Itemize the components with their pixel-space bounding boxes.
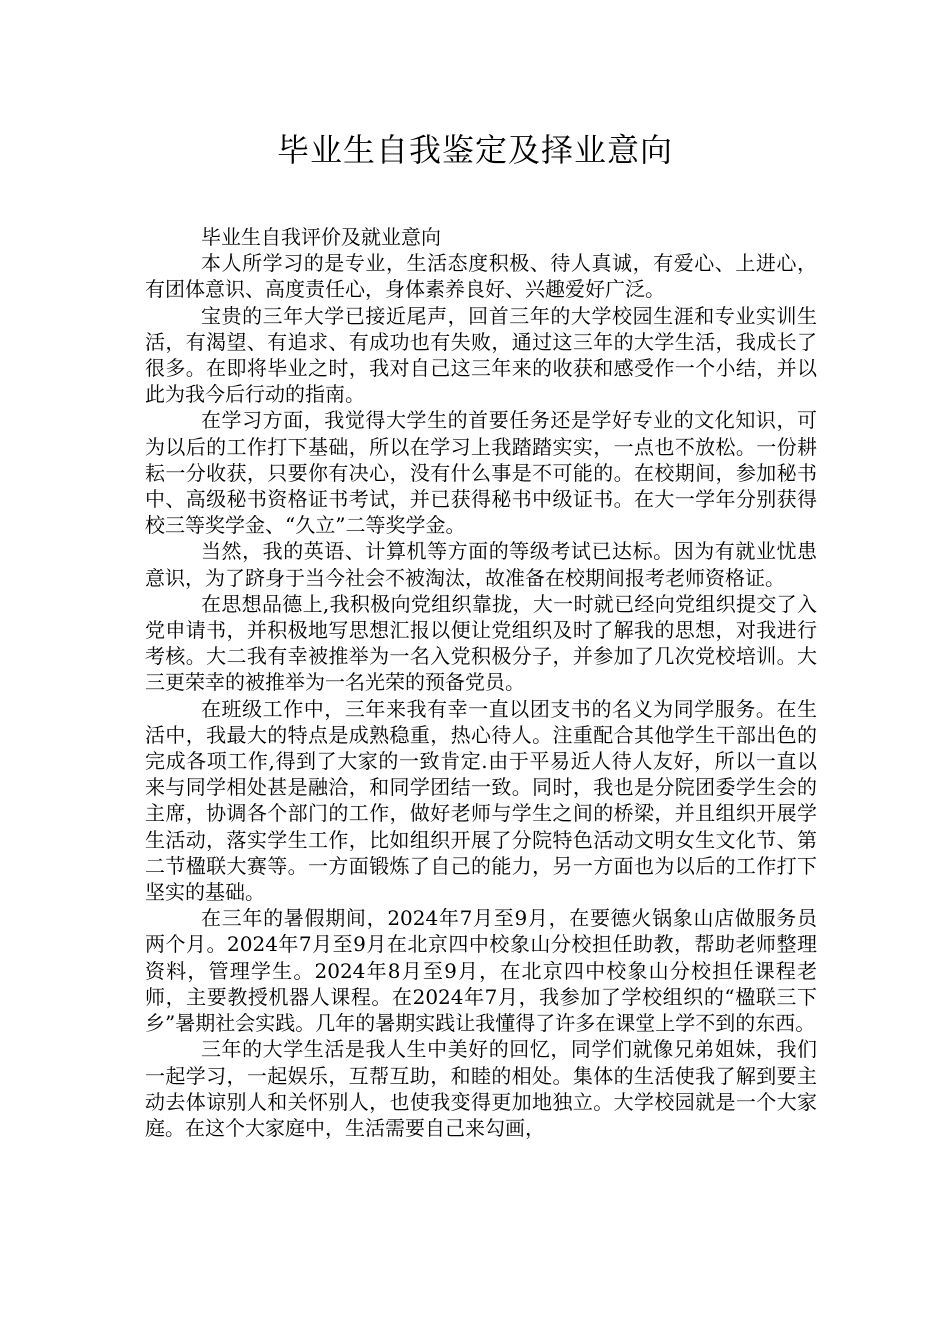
paragraph-subtitle: 毕业生自我评价及就业意向: [201, 225, 441, 249]
document-body: [145, 224, 817, 1141]
paragraph-life: 三年的大学生活是我人生中美好的回忆，同学们就像兄弟姐妹，我们一起学习，一起娱乐，互帮互助，和睦的相处。集体的生活使我了解到要主动去体谅别人和关怀别人，也使我变得更加地独立。大学校园就是一个大家庭。在这个大家庭中，生活需要自己来勾画，: [145, 1037, 817, 1140]
paragraph-class-work: 在班级工作中，三年来我有幸一直以团支书的名义为同学服务。在生活中，我最大的特点是成熟稳重，热心待人。注重配合其他学生干部出色的完成各项工作,得到了大家的一致肯定.由于平易近人待人友好，所以一直以来与同学相处甚是融洽，和同学团结一致。同时，我也是分院团委学生会的主席，协调各个部门的工作，做好老师与学生之间的桥梁，并且组织开展学生活动，落实学生工作，比如组织开展了分院特色活动文明女生文化节、第二节楹联大赛等。一方面锻炼了自己的能力，另一方面也为以后的工作打下坚实的基础。: [145, 696, 817, 905]
paragraph-intro: 本人所学习的是专业，生活态度积极、待人真诚，有爱心、上进心，有团体意识、高度责任心，身体素养良好、兴趣爱好广泛。: [145, 251, 817, 302]
paragraph-summary: 宝贵的三年大学已接近尾声，回首三年的大学校园生涯和专业实训生活，有渴望、有追求、有成功也有失败，通过这三年的大学生活，我成长了很多。在即将毕业之时，我对自己这三年来的收获和感受作一个小结，并以此为我今后行动的指南。: [145, 303, 817, 407]
paragraph-ideology: 在思想品德上,我积极向党组织靠拢，大一时就已经向党组织提交了入党申请书，并积极地写思想汇报以便让党组织及时了解我的思想，对我进行考核。大二我有幸被推举为一名入党积极分子，并参加了几次党校培训。大三更荣幸的被推举为一名光荣的预备党员。: [145, 591, 817, 695]
paragraph-exams: 当然，我的英语、计算机等方面的等级考试已达标。因为有就业忧患意识，为了跻身于当今社会不被淘汰，故准备在校期间报考老师资格证。: [145, 539, 817, 590]
document-title: 毕业生自我鉴定及择业意向: [276, 131, 673, 169]
paragraph-study: 在学习方面，我觉得大学生的首要任务还是学好专业的文化知识，可为以后的工作打下基础，所以在学习上我踏踏实实，一点也不放松。一份耕耘一分收获，只要你有决心，没有什么事是不可能的。在校期间，参加秘书中、高级秘书资格证书考试，并已获得秘书中级证书。在大一学年分别获得校三等奖学金、“久立”二等奖学金。: [145, 408, 817, 538]
paragraph-summer: 在三年的暑假期间，2024年7月至9月，在要德火锅象山店做服务员两个月。2024年7月至9月在北京四中校象山分校担任助教，帮助老师整理资料，管理学生。2024年8月至9月，在北京四中校象山分校担任课程老师，主要教授机器人课程。在2024年7月，我参加了学校组织的“楹联三下乡”暑期社会实践。几年的暑期实践让我懂得了许多在课堂上学不到的东西。: [145, 906, 817, 1036]
